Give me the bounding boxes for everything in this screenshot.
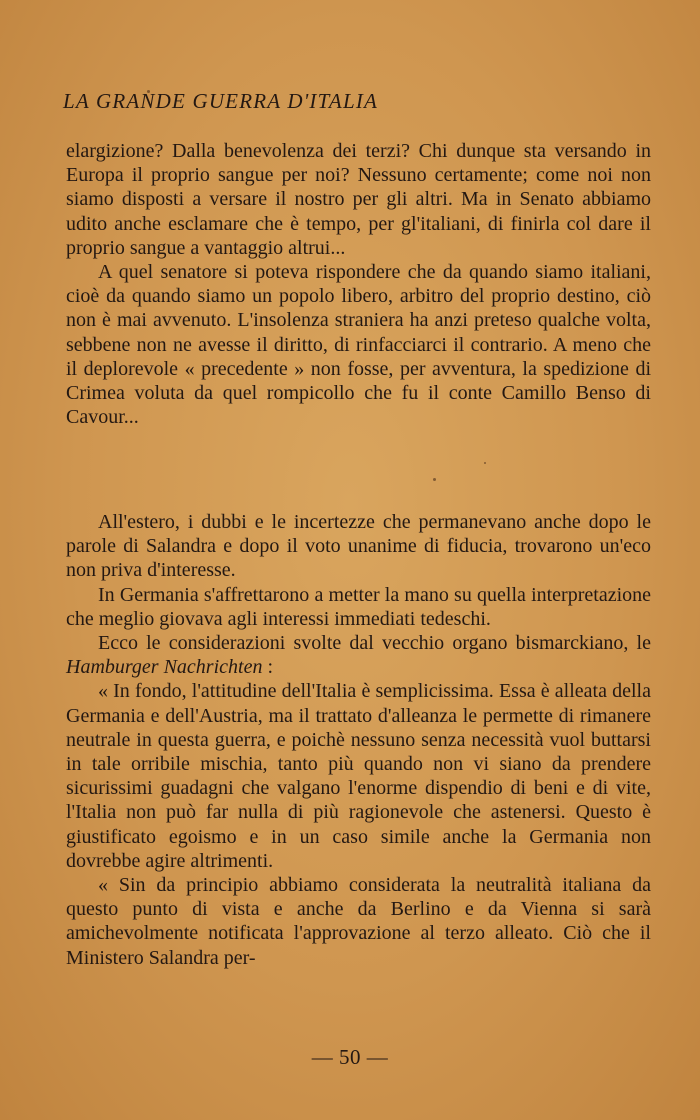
paragraph-considerazioni-text: Ecco le considerazioni svolte dal vecchio organo bismarckiano, le (98, 632, 651, 655)
text-section-2 (66, 510, 651, 970)
paragraph-considerazioni (66, 631, 651, 679)
paper-speck (484, 462, 486, 464)
paragraph-continuation: elargizione? Dalla benevolenza dei terzi? Chi dunque sta versando in Europa il proprio sangue per noi? Nessuno certamente; come noi non siamo disposti a versare il nostro per gli altri. Ma in Senato abbiamo udito anche esclamare che è tempo, per gl'italiani, di finirla col dare il proprio sangue a vantaggio altrui... (66, 140, 651, 259)
running-title: LA GRANDE GUERRA D'ITALIA (63, 89, 379, 113)
paragraph-estero: All'estero, i dubbi e le incertezze che permanevano anche dopo le parole di Salandra e dopo il voto unanime di fiducia, trovarono un'eco non priva d'interesse. (66, 511, 651, 582)
paragraph-senatore: A quel senatore si poteva rispondere che da quando siamo italiani, cioè da quando siamo un popolo libero, arbitro del proprio destino, ciò non è mai avvenuto. L'insolenza straniera ha anzi preteso qualche volta, sebbene non ne avesse il diritto, di rinfacciarci il contrario. A meno che il deplorevole « precedente » non fosse, per avventura, la spedizione di Crimea voluta da quel rompicollo che fu il conte Camillo Benso di Cavour... (66, 261, 651, 429)
newspaper-title: Hamburger Nachrichten (66, 656, 263, 679)
quote-paragraph-in-fondo: « In fondo, l'attitudine dell'Italia è semplicissima. Essa è alleata della Germania e dell'Austria, ma il trattato d'alleanza le permette di rimanere neutrale in questa guerra, e poichè nessuno senza necessità vuol buttarsi in tale orribile mischia, tanto più quando non vi siano da prendere sicurissimi guadagni che valgano l'enorme dispendio di beni e di vite, l'Italia non può far nulla di più ragionevole che astenersi. Questo è giustificato egoismo e in un caso simile anche la Germania non dovrebbe agire altrimenti. (66, 680, 651, 872)
quote-paragraph-sin-da-principio: « Sin da principio abbiamo considerata la neutralità italiana da questo punto di vista e anche da Berlino e da Vienna si sarà amichevolmente notificata l'approvazione al terzo alleato. Ciò che il Ministero Salandra per- (66, 874, 651, 969)
text-section-1 (66, 139, 651, 429)
paragraph-germania: In Germania s'affrettarono a metter la mano su quella interpretazione che meglio giovava agli interessi immediati tedeschi. (66, 583, 651, 630)
paper-speck (433, 478, 436, 481)
paragraph-considerazioni-colon: : (267, 656, 274, 679)
page-number: — 50 — (311, 1045, 389, 1069)
